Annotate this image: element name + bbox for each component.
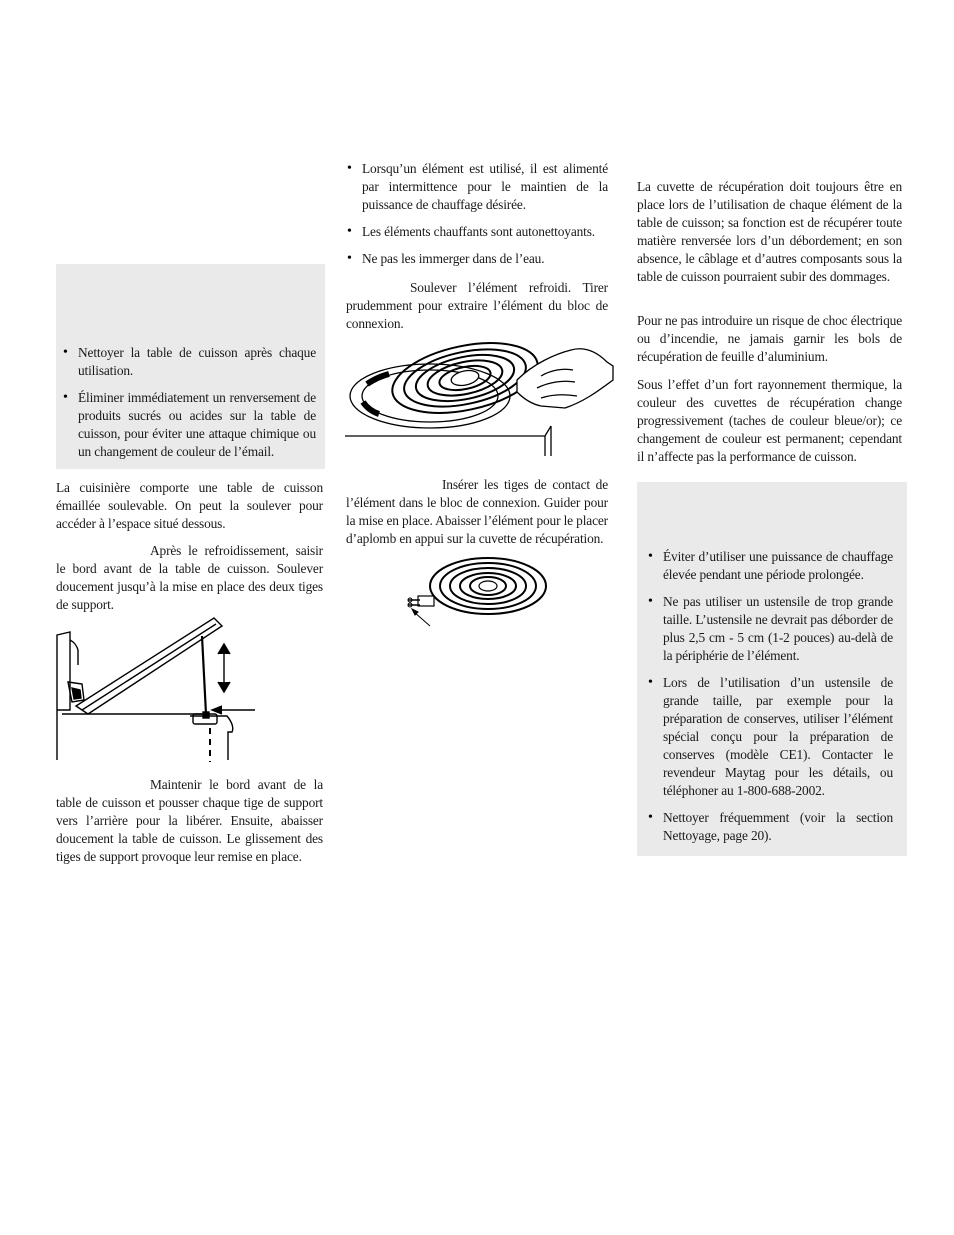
surface-element-notes [346,160,608,268]
list-item: • Nettoyer la table de cuisson après chaque utilisation. [62,344,316,380]
list-item: • Lors de l’utilisation d’un ustensile de grande taille, par exemple pour la préparation de conserves, utiliser l’élément spécial conçu pour la préparation de conserves (modèle CE1). Contacter le revendeur Maytag pour les détails, ou téléphoner au 1-800-688-2002. [647,674,893,800]
lower-cooktop-step: Maintenir le bord avant de la table de cuisson et pousser chaque tige de support vers l’arrière pour la libérer. Ensuite, abaisser doucement la table de cuisson. Le glissement des tiges de support provoque leur remise en place. [56,777,323,864]
insert-element-step: Insérer les tiges de contact de l’élément dans le bloc de connexion. Guider pour la mise en place. Abaisser l’élément pour le placer d’aplomb en appui sur la cuvette de récupération. [346,477,608,546]
remove-element-illustration [345,336,613,456]
list-item: • Nettoyer fréquemment (voir la section Nettoyage, page 20). [647,809,893,845]
list-item: • Ne pas utiliser un ustensile de trop grande taille. L’ustensile ne devrait pas déborder de plus 2,5 cm - 5 cm (1-2 pouces) au-delà de la périphérie de l’élément. [647,593,893,665]
drip-bowl-paragraph-3: Sous l’effet d’un fort rayonnement thermique, la couleur des cuvettes de récupération change progressivement (taches de couleur bleue/or); ce changement de couleur est permanent; cependant il n’affecte pas la performance de cuisson. [637,377,902,464]
list-item: • Éliminer immédiatement un renversement de produits sucrés ou acides sur la table de cuisson, pour éviter une attaque chimique ou un changement de couleur de l’émail. [62,389,316,461]
list-item: • Les éléments chauffants sont autonettoyants. [346,223,608,241]
list-item: • Ne pas les immerger dans de l’eau. [346,250,608,268]
list-item: • Lorsqu’un élément est utilisé, il est alimenté par intermittence pour le maintien de la puissance de chauffage désirée. [346,160,608,214]
element-terminal-illustration [400,556,550,628]
raise-cooktop-step: Après le refroidissement, saisir le bord avant de la table de cuisson. Soulever doucement jusqu’à la mise en place des deux tiges de support. [56,543,323,612]
drip-bowl-paragraph-2: Pour ne pas introduire un risque de choc électrique ou d’incendie, ne jamais garnir les bols de récupération de feuille d’aluminium. [637,313,902,364]
lift-up-cooktop-intro: La cuisinière comporte une table de cuisson émaillée soulevable. On peut la soulever pour accéder à l’espace situé dessous. [56,480,323,531]
drip-bowl-tips-list [647,548,893,845]
lift-up-cooktop-illustration [52,610,267,765]
cooktop-care-list [62,344,316,461]
drip-bowl-paragraph-1: La cuvette de récupération doit toujours être en place lors de l’utilisation de chaque élément de la table de cuisson; sa fonction est de récupérer toute matière renversée lors d’un débordement; en son absence, le câblage et d’autres composants sous la table de cuisson pourraient subir des dommages. [637,179,902,284]
remove-element-step: Soulever l’élément refroidi. Tirer prudemment pour extraire l’élément du bloc de connexion. [346,280,608,331]
list-item: • Éviter d’utiliser une puissance de chauffage élevée pendant une période prolongée. [647,548,893,584]
